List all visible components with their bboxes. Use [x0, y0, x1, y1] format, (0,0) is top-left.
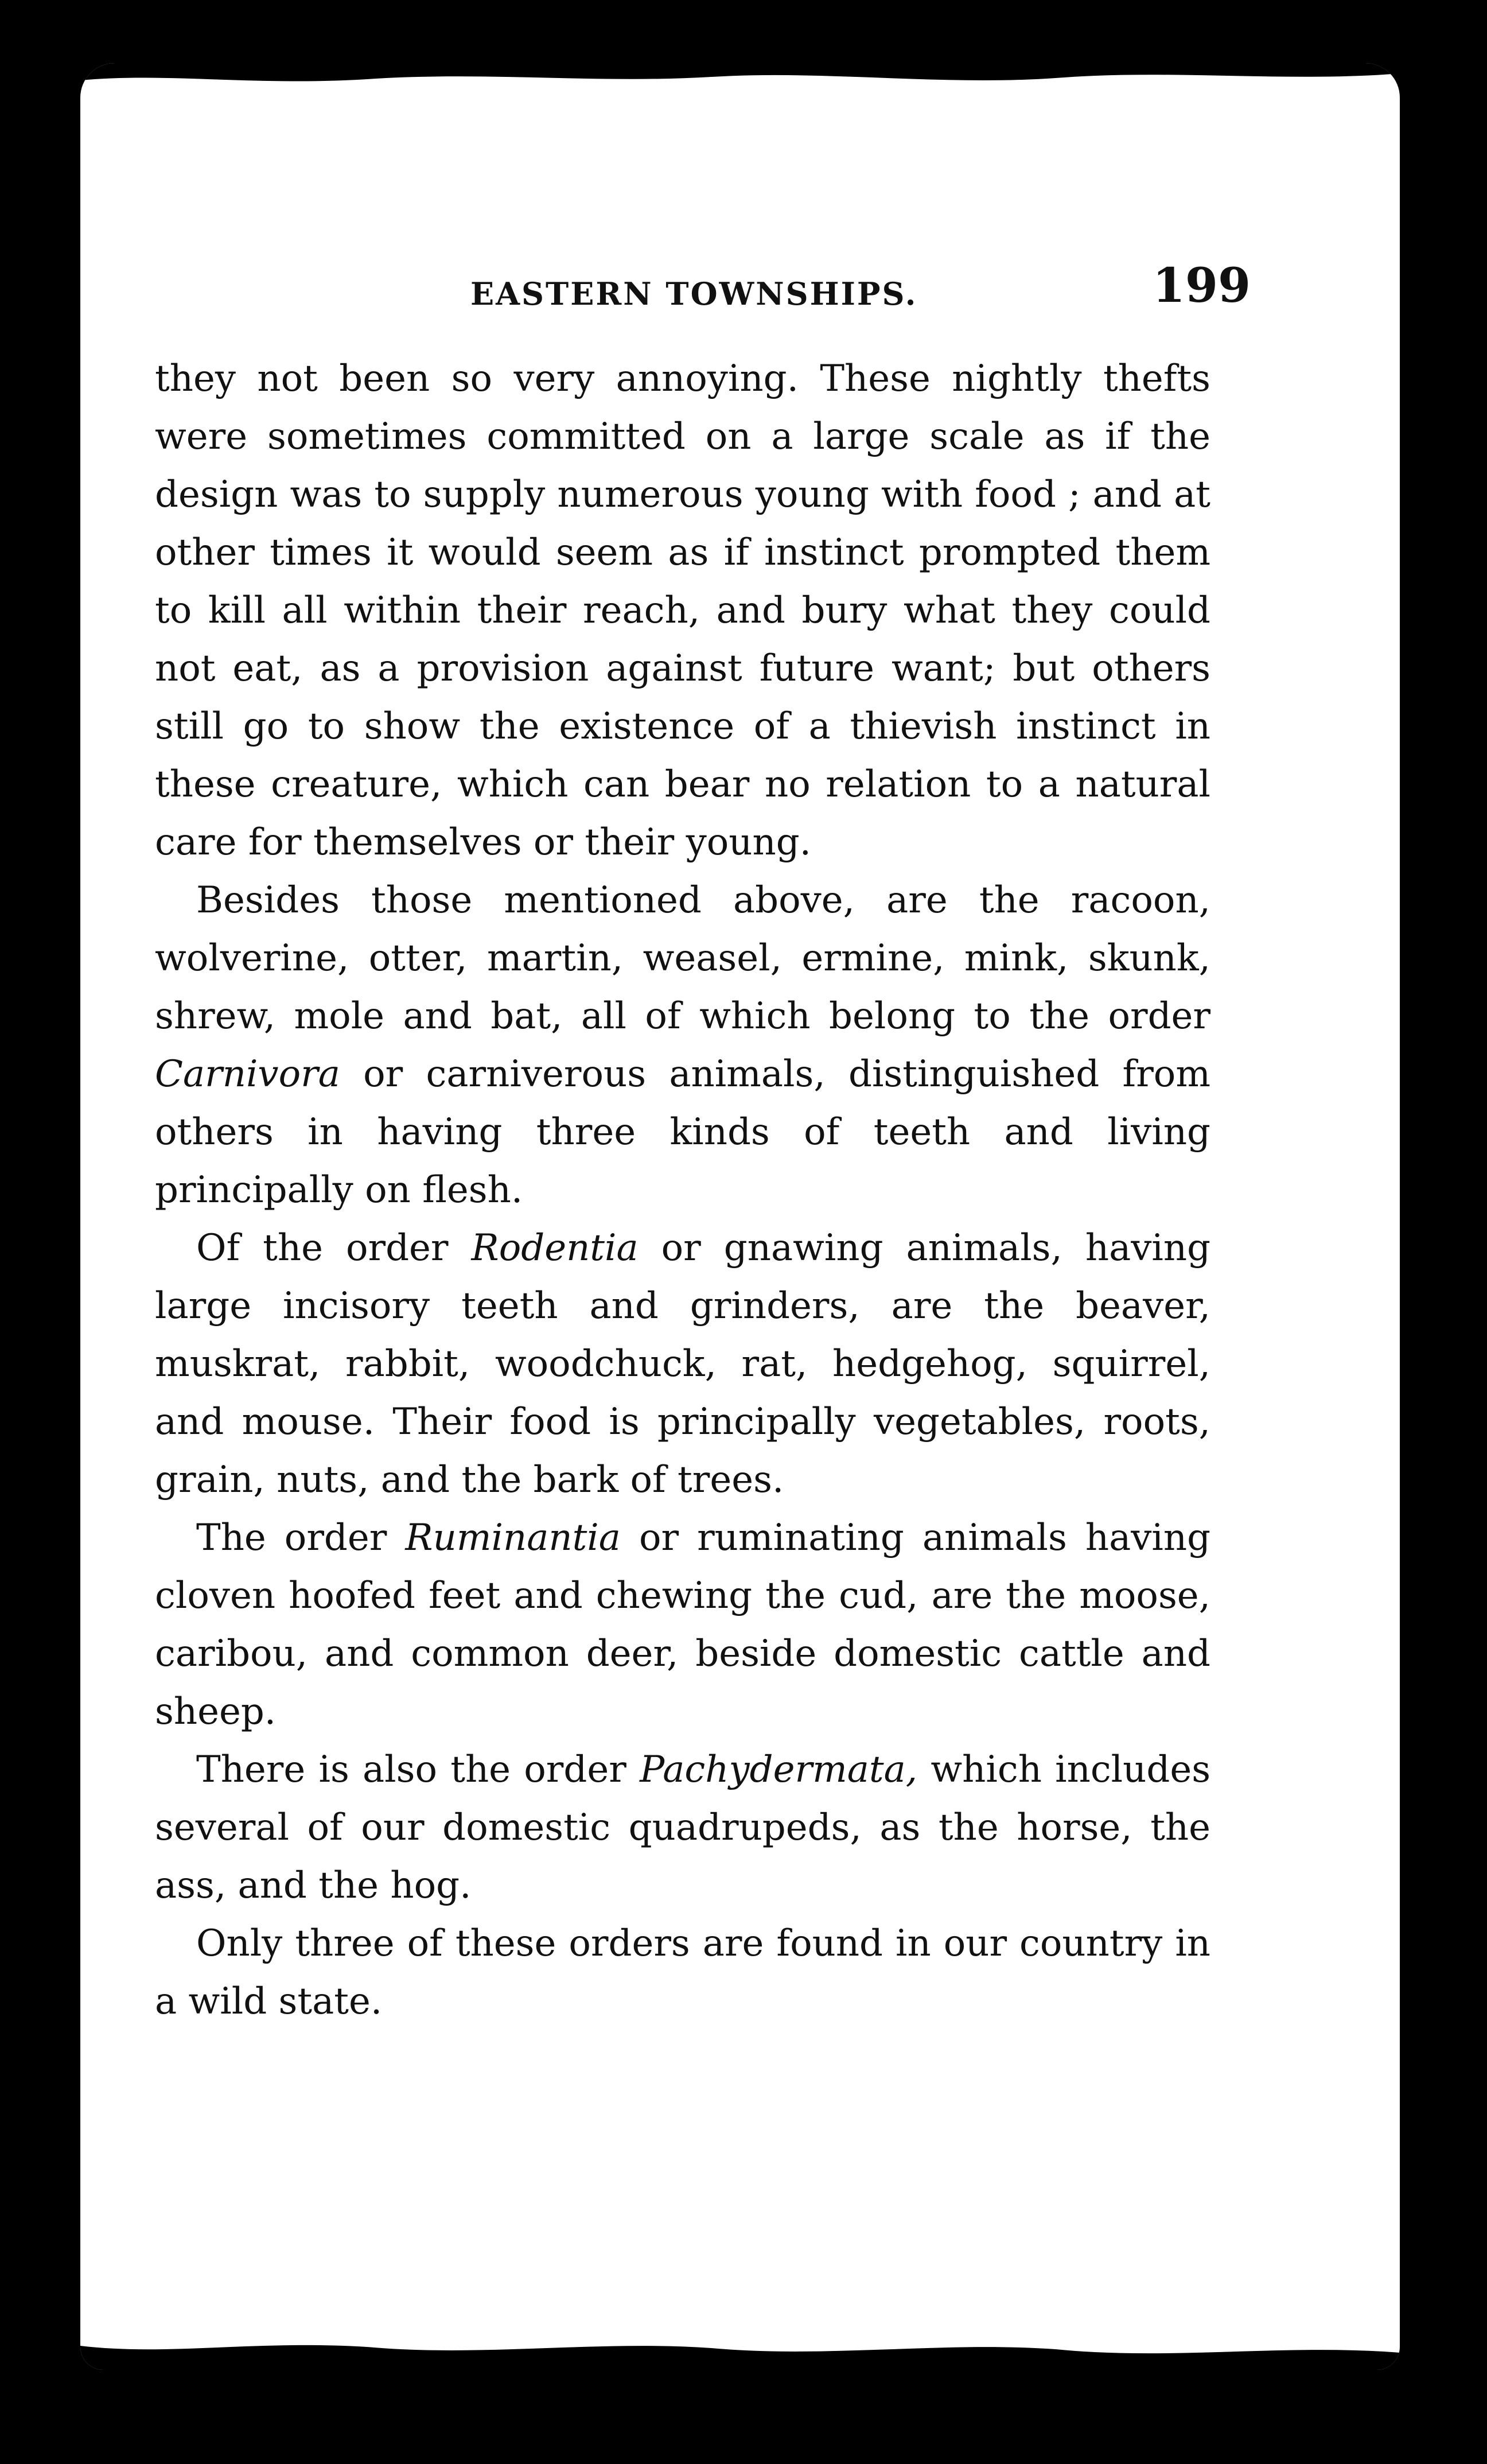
- paragraph-5-after: which includes several of our domestic quadrupeds, as the horse, the ass, and the hog.: [155, 1748, 1211, 1907]
- scan-noise-top: [80, 63, 1400, 98]
- paragraph-2-before: Besides those mentioned above, are the racoon, wolverine, otter, martin, weasel, ermine, mink, skunk, shrew, mole and bat, all of which belong to the order: [155, 879, 1210, 1037]
- term-ruminantia: Ruminantia: [405, 1517, 621, 1559]
- term-pachydermata: Pachydermata,: [640, 1748, 918, 1791]
- paragraph-4: [155, 1509, 1210, 1741]
- term-rodentia: Rodentia: [471, 1227, 639, 1269]
- paragraph-6: Only three of these orders are found in our country in a wild state.: [155, 1922, 1210, 2023]
- running-head: EASTERN TOWNSHIPS.: [470, 275, 918, 312]
- paragraph-3-before: Of the order: [196, 1227, 449, 1269]
- scan-noise-bottom: [80, 2335, 1400, 2370]
- paragraph-1: they not been so very annoying. These nightly thefts were sometimes committed on a large scale as if the design was to supply numerous young with food ; and at other times it would seem as if instinct prompted them to kill all within their reach, and bury what they could not eat, as a provision against future want; but others still go to show the existence of a thievish instinct in these creature, which can bear no relation to a natural care for themselves or their young.: [155, 357, 1210, 864]
- paragraph-3-after: or gnawing animals, having large incisory teeth and grinders, are the beaver, muskrat, rabbit, woodchuck, rat, hedgehog, squirrel, and mouse. Their food is principally vegetables, roots, grain, nuts, and the bark of trees.: [155, 1227, 1211, 1501]
- page-number: 199: [1152, 258, 1251, 313]
- term-carnivora: Carnivora: [155, 1053, 340, 1095]
- paragraph-3: [155, 1219, 1210, 1509]
- book-page: [80, 63, 1400, 2370]
- paragraph-4-after: or ruminating animals having cloven hoofed feet and chewing the cud, are the moose, caribou, and common deer, beside domestic cattle and sheep.: [155, 1517, 1211, 1733]
- paragraph-2-after: or carniverous animals, distinguished from others in having three kinds of teeth and living principally on flesh.: [155, 1053, 1211, 1211]
- paragraph-2: [155, 872, 1210, 1219]
- paragraph-4-before: The order: [196, 1517, 387, 1559]
- body-text: [155, 350, 1210, 2031]
- page-header: [80, 258, 1400, 327]
- paragraph-5-before: There is also the order: [196, 1748, 626, 1791]
- paragraph-5: [155, 1741, 1210, 1915]
